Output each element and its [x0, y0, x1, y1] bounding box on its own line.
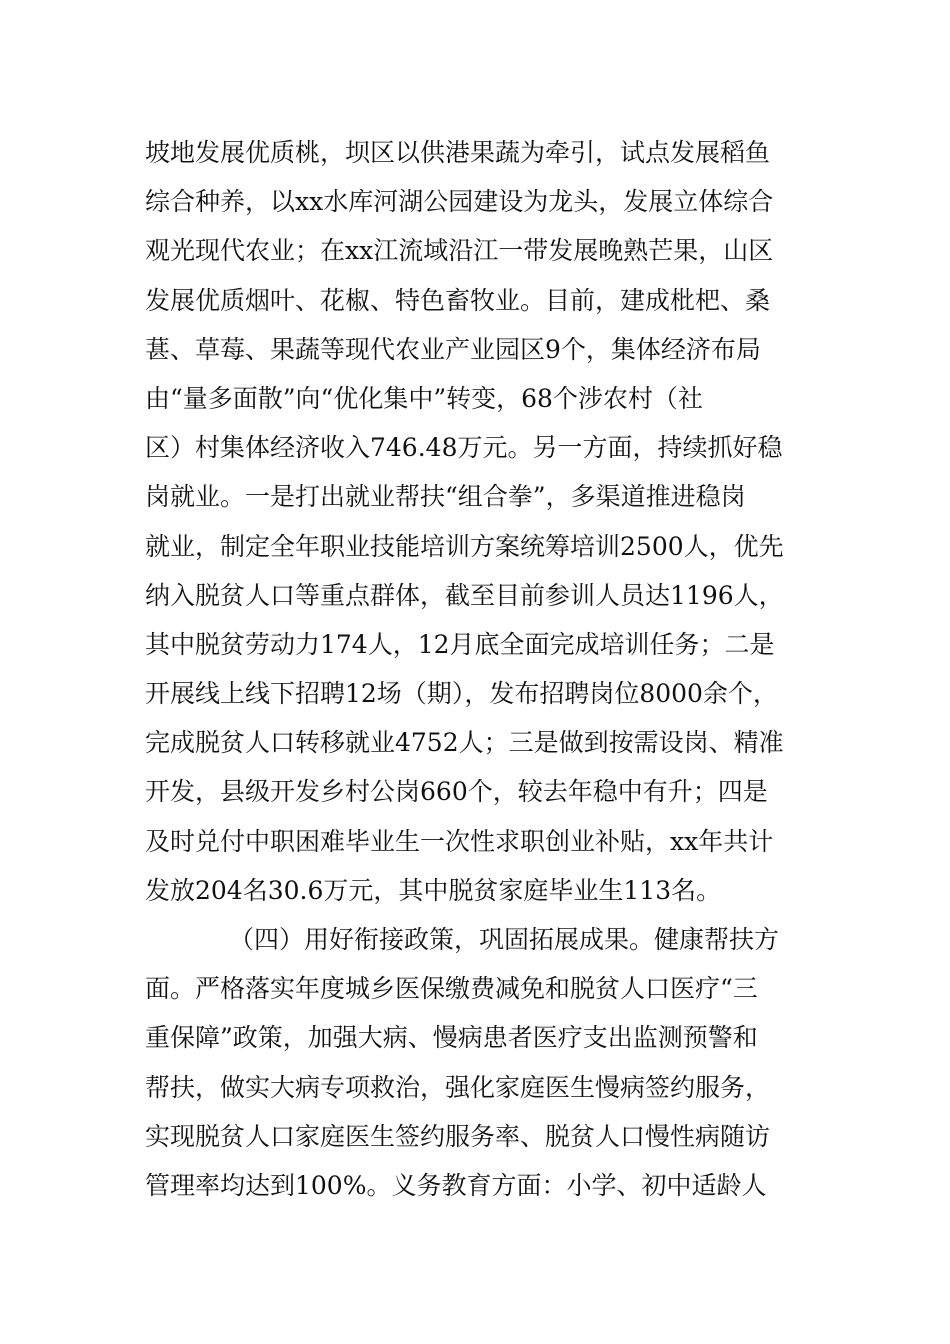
text-line: 岗就业。一是打出就业帮扶“组合拳”，多渠道推进稳岗: [145, 482, 746, 512]
text-line: 其中脱贫劳动力174人，12月底全面完成培训任务；二是: [145, 629, 775, 659]
text-line: 帮扶，做实大病专项救治，强化家庭医生慢病签约服务，: [145, 1072, 771, 1102]
text-line: 发展优质烟叶、花椒、特色畜牧业。目前，建成枇杷、桑: [145, 285, 771, 315]
text-line: 葚、草莓、果蔬等现代农业产业园区9个，集体经济布局: [145, 334, 761, 364]
text-line: 由“量多面散”向“优化集中”转变，68个涉农村（社: [145, 383, 703, 413]
text-line: 管理率均达到100%。义务教育方面：小学、初中适龄人: [145, 1170, 767, 1200]
text-line: 及时兑付中职困难毕业生一次性求职创业补贴，xx年共计: [145, 826, 774, 856]
text-line: 实现脱贫人口家庭医生签约服务率、脱贫人口慢性病随访: [145, 1121, 771, 1151]
text-line: 发放204名30.6万元，其中脱贫家庭毕业生113名。: [145, 875, 722, 905]
section-heading-line: （四）用好衔接政策，巩固拓展成果。健康帮扶方: [229, 925, 780, 954]
text-line: 坡地发展优质桃，坝区以供港果蔬为牵引，试点发展稻鱼: [145, 138, 771, 167]
text-line: 重保障”政策，加强大病、慢病患者医疗支出监测预警和: [145, 1023, 758, 1053]
text-line: 综合种养，以xx水库河湖公园建设为龙头，发展立体综合: [145, 187, 774, 217]
text-line: 完成脱贫人口转移就业4752人；三是做到按需设岗、精准: [145, 728, 784, 758]
text-line: 就业，制定全年职业技能培训方案统筹培训2500人，优先: [145, 531, 784, 561]
document-body: [145, 128, 835, 1210]
text-line: 区）村集体经济收入746.48万元。另一方面，持续抓好稳: [145, 433, 783, 463]
text-line: 观光现代农业；在xx江流域沿江一带发展晚熟芒果，山区: [145, 236, 774, 266]
text-line: 纳入脱贫人口等重点群体，截至目前参训人员达1196人，: [145, 580, 784, 610]
text-line: 开发，县级开发乡村公岗660个，较去年稳中有升；四是: [145, 777, 768, 807]
text-line: 开展线上线下招聘12场（期），发布招聘岗位8000余个，: [145, 679, 778, 709]
text-line: 面。严格落实年度城乡医保缴费减免和脱贫人口医疗“三: [145, 974, 758, 1004]
